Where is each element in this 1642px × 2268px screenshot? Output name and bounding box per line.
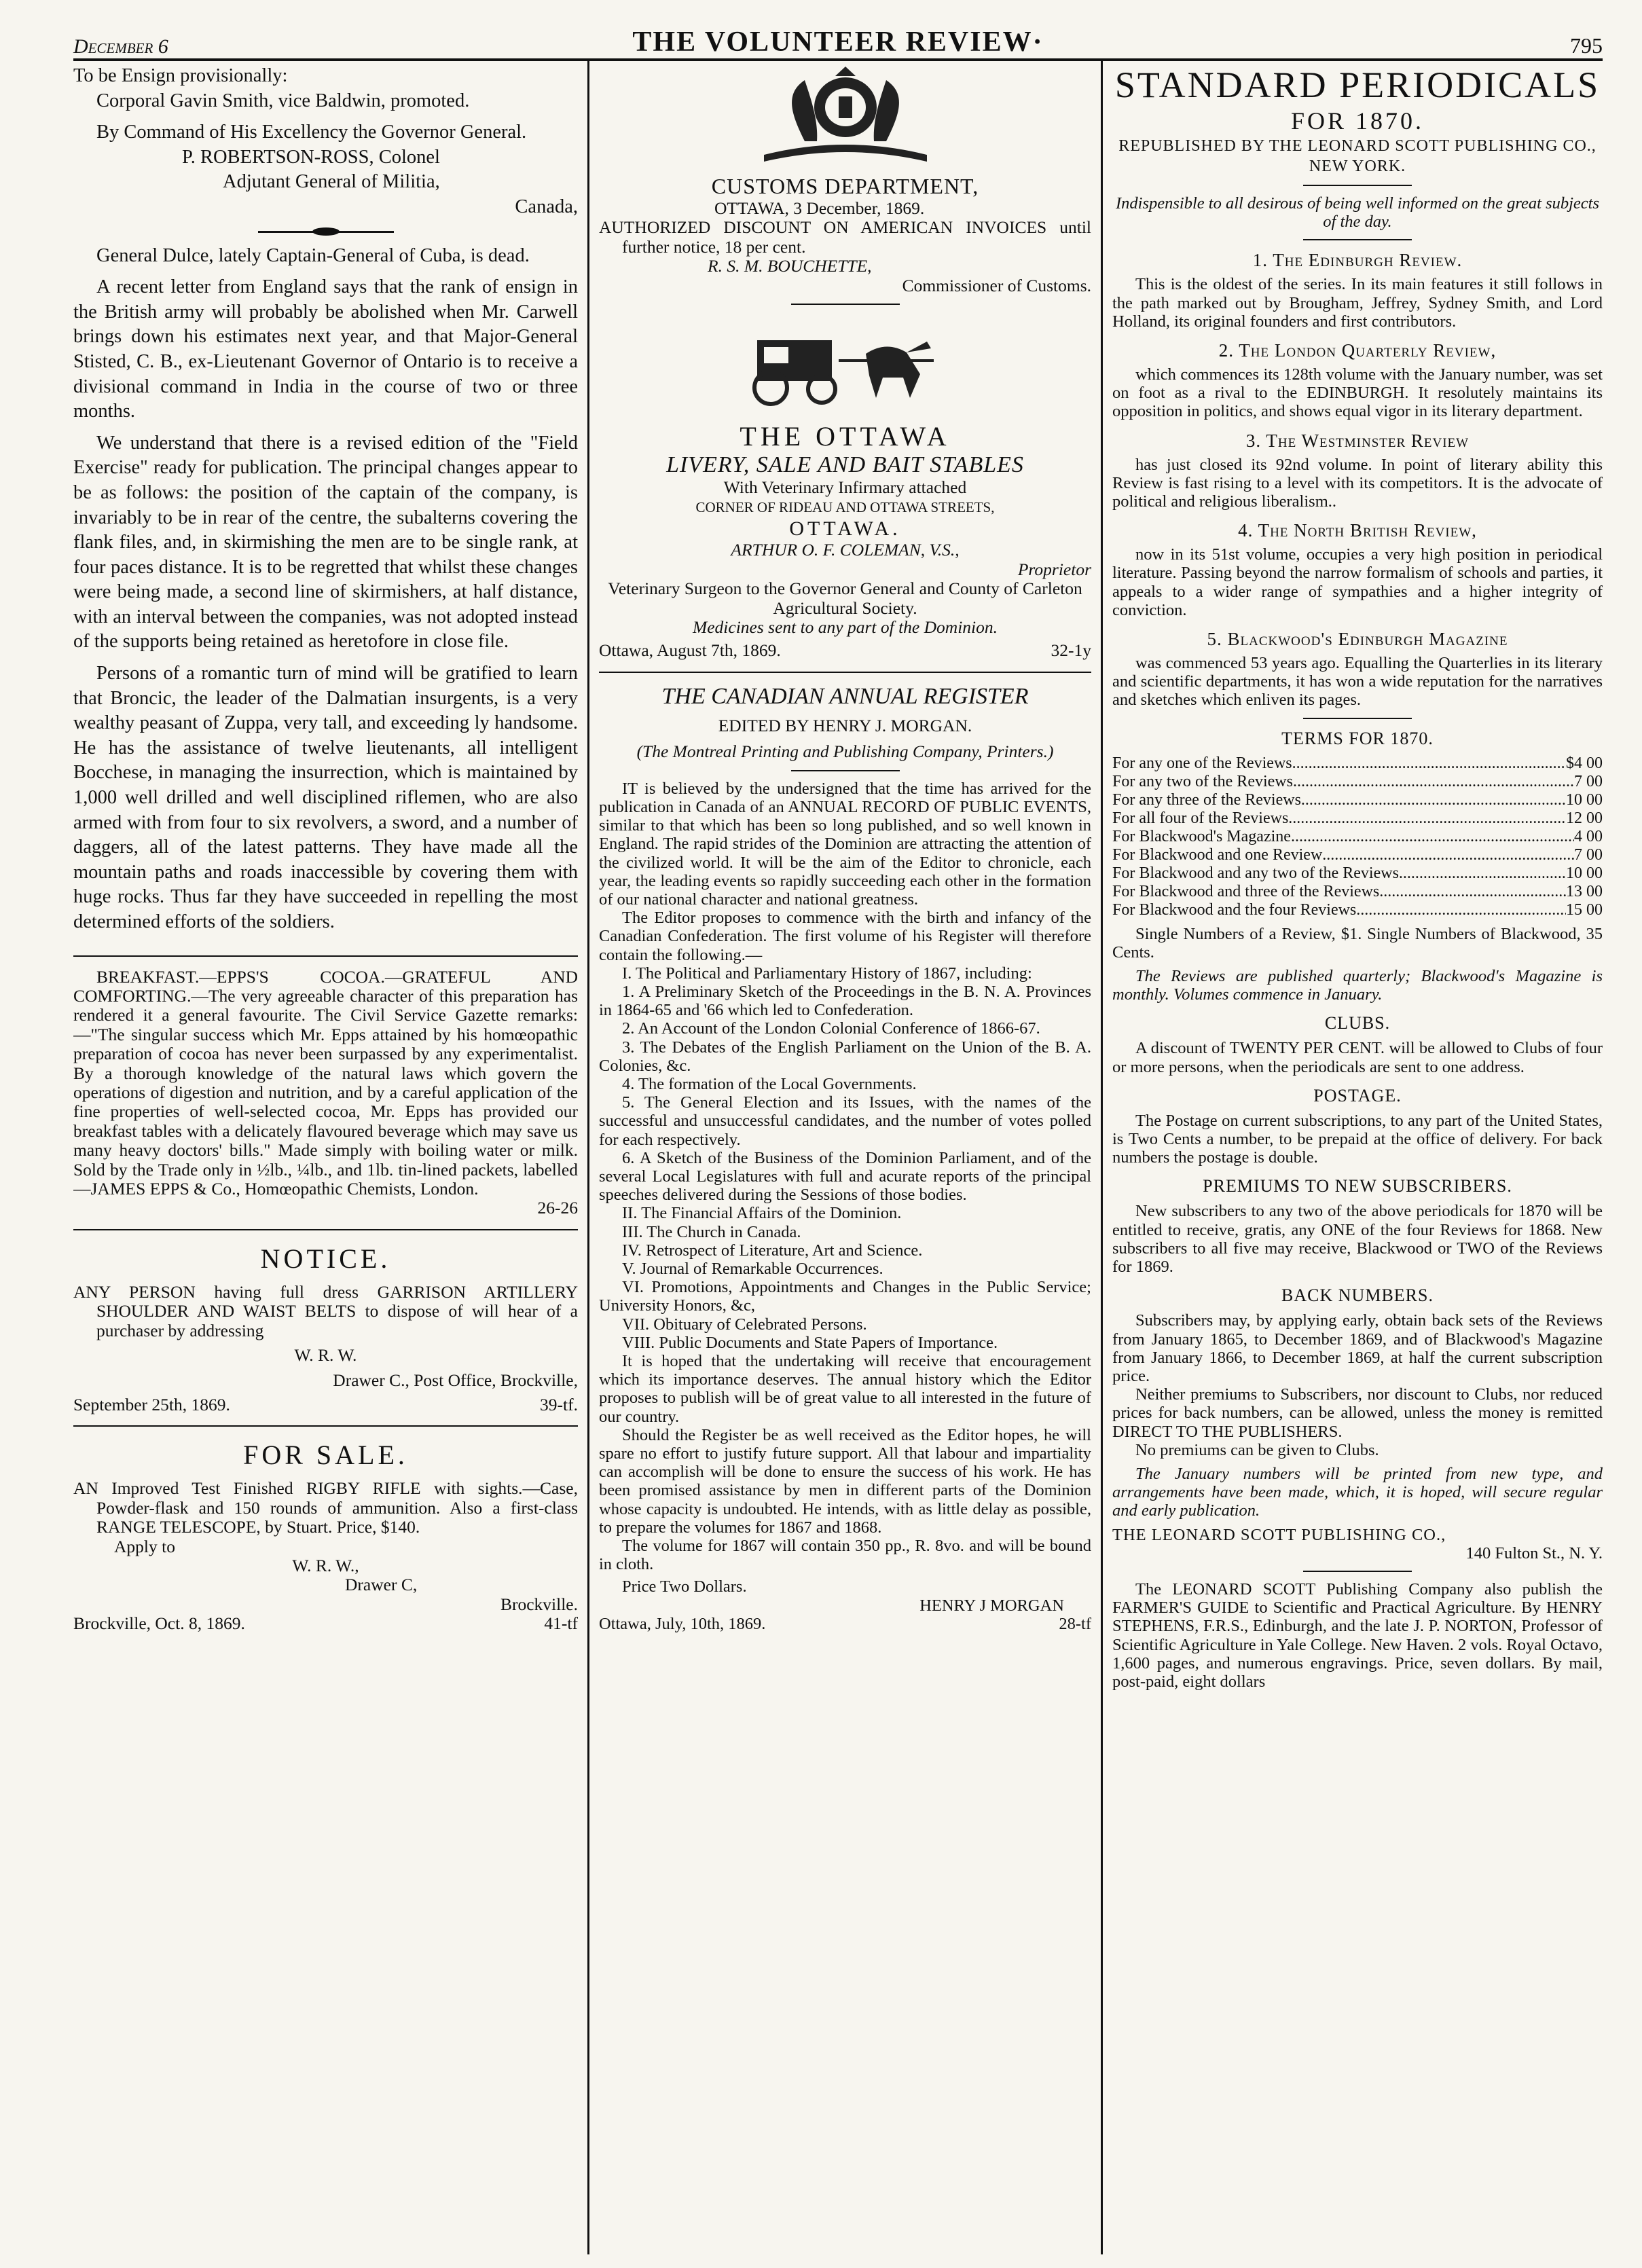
- for-sale-address-2: Brockville.: [500, 1594, 578, 1614]
- terms-item: For Blackwood and any two of the Reviews: [1112, 864, 1399, 882]
- terms-price: 13 00: [1566, 882, 1603, 900]
- postage-heading: POSTAGE.: [1313, 1085, 1402, 1105]
- register-editor: EDITED BY HENRY J. MORGAN.: [718, 715, 972, 735]
- customs-heading: CUSTOMS DEPARTMENT,: [711, 174, 979, 198]
- terms-item: For any three of the Reviews: [1112, 790, 1301, 809]
- customs-body: AUTHORIZED DISCOUNT ON AMERICAN INVOICES until further notice, 18 per cent.: [599, 217, 1091, 257]
- terms-item: For any one of the Reviews: [1112, 754, 1292, 772]
- column-left: [73, 61, 589, 2254]
- register-list-item: 4. The formation of the Local Governments.: [622, 1074, 917, 1093]
- page-header: [73, 10, 1603, 61]
- terms-price: 15 00: [1566, 900, 1603, 919]
- article-dulce: General Dulce, lately Captain-General of Cuba, is dead.: [96, 244, 530, 266]
- terms-row: [1112, 773, 1603, 791]
- register-para-2: The Editor proposes to commence with the birth and infancy of the Canadian Confederation. The first volume of his Register will therefore contain the following.—: [599, 909, 1091, 964]
- periodicals-year: FOR 1870.: [1290, 107, 1425, 134]
- publisher-name: THE LEONARD SCOTT PUBLISHING CO.,: [1112, 1525, 1446, 1544]
- register-list-item: 2. An Account of the London Colonial Conference of 1866-67.: [622, 1019, 1040, 1038]
- leader-dots: [1322, 846, 1574, 864]
- premiums-heading: PREMIUMS TO NEW SUBSCRIBERS.: [1203, 1176, 1512, 1196]
- notice-heading: NOTICE.: [260, 1243, 391, 1274]
- leader-dots: [1399, 864, 1566, 883]
- terms-row: [1112, 883, 1603, 901]
- register-list-item: I. The Political and Parliamentary History of 1867, including:: [622, 964, 1032, 983]
- livery-medicines: Medicines sent to any part of the Dominion.: [692, 617, 998, 638]
- divider: [791, 304, 900, 305]
- terms-price: 4 00: [1574, 827, 1603, 845]
- masthead-title: THE VOLUNTEER REVIEW·: [632, 26, 1044, 58]
- livery-proprietor: ARTHUR O. F. COLEMAN, V.S.,: [731, 540, 960, 560]
- premiums-text: New subscribers to any two of the above periodicals for 1870 will be entitled to receive, gratis, any ONE of the four Reviews for 1868. New subscribers to all five may receive, Blackwood or TWO of the Reviews for 1869.: [1112, 1202, 1603, 1277]
- register-list-item: IV. Retrospect of Literature, Art and Science.: [622, 1241, 923, 1260]
- header-date: December 6: [73, 35, 168, 58]
- publisher-address: 140 Fulton St., N. Y.: [1465, 1543, 1603, 1562]
- column-middle: [589, 61, 1103, 2254]
- ensign-body: Corporal Gavin Smith, vice Baldwin, promoted.: [96, 90, 470, 111]
- terms-price: 7 00: [1574, 772, 1603, 790]
- for-sale-heading: FOR SALE.: [243, 1440, 408, 1471]
- leader-dots: [1292, 754, 1566, 773]
- register-para-1: IT is believed by the undersigned that the time has arrived for the publication in Canada of an ANNUAL RECORD OF PUBLIC EVENTS, similar to that which has been so long published, and so well known in England. The rapid strides of the Dominion are attracting the attention of the civilized world. It will be the aim of the Editor to chronicle, each year, the leading events so rapidly succeeding each other in the formation of our national character and national greatness.: [599, 779, 1091, 909]
- terms-price: 7 00: [1574, 845, 1603, 864]
- terms-heading: TERMS FOR 1870.: [1281, 728, 1434, 748]
- stagecoach-engraving: [737, 313, 954, 415]
- review-description: was commenced 53 years ago. Equalling the Quarterlies in its literary and scientific departments, it has won a wide reputation for the narratives and sketches which enliven its pages.: [1112, 654, 1603, 710]
- livery-corner: CORNER OF RIDEAU AND OTTAWA STREETS,: [695, 499, 995, 516]
- clubs-heading: CLUBS.: [1324, 1013, 1391, 1034]
- register-para-3: It is hoped that the undertaking will receive that encouragement which its importance deserves. The annual history which the Editor proposes to publish will be of great value to all interested in the future of our country.: [599, 1351, 1091, 1426]
- register-list-item: II. The Financial Affairs of the Dominion.: [622, 1204, 902, 1223]
- livery-description: Veterinary Surgeon to the Governor General and County of Carleton Agricultural Society.: [608, 579, 1082, 618]
- notice-code: 39-tf.: [540, 1394, 578, 1414]
- postage-text: The Postage on current subscriptions, to any part of the United States, is Two Cents a number, to be prepaid at the office of delivery. For back numbers the postage is double.: [1112, 1111, 1603, 1167]
- divider: [1303, 1571, 1412, 1572]
- register-heading: THE CANADIAN ANNUAL REGISTER: [661, 683, 1029, 709]
- livery-subheading: LIVERY, SALE AND BAIT STABLES: [666, 452, 1024, 478]
- clubs-text: A discount of TWENTY PER CENT. will be allowed to Clubs of four or more persons, when the periodicals are sent to one address.: [1112, 1039, 1603, 1076]
- terms-item: For Blackwood's Magazine: [1112, 827, 1291, 845]
- back-numbers-text-2: Neither premiums to Subscribers, nor discount to Clubs, nor reduced prices for back numbers, can be allowed, unless the money is remitted DIRECT TO THE PUBLISHERS.: [1112, 1385, 1603, 1441]
- leader-dots: [1379, 883, 1566, 901]
- farmers-guide-ad: The LEONARD SCOTT Publishing Company also publish the FARMER'S GUIDE to Scientific and Practical Agriculture. By HENRY STEPHENS, F.R.S., Edinburgh, and the late J. P. NORTON, Professor of Scientific Agriculture in Yale College. New Haven. 2 vols. Royal Octavo, 1,600 pages, and numerous engravings. Price, seven dollars. By mail, post-paid, eight dollars: [1112, 1579, 1603, 1691]
- terms-item: For any two of the Reviews: [1112, 772, 1293, 790]
- review-title: 5. Blackwood's Edinburgh Magazine: [1207, 629, 1508, 650]
- terms-row: [1112, 901, 1603, 919]
- review-title: 3. The Westminster Review: [1245, 430, 1470, 451]
- column-right: [1103, 61, 1603, 2254]
- reviews-list: [1112, 250, 1603, 709]
- ad-epps-cocoa: BREAKFAST.—EPPS'S COCOA.—GRATEFUL AND COMFORTING.—The very agreeable character of this preparation has rendered it a general favourite. The Civil Service Gazette remarks:—"The singular success which Mr. Epps attained by his homœopathic preparation of cocoa has never been surpassed by any experimentalist. By a thorough knowledge of the natural laws which govern the operations of digestion and nutrition, and by a careful application of the fine properties of well-selected cocoa, Mr. Epps has provided our breakfast tables with a delicately flavoured beverage which may save us many heavy doctors' bills." Made simply with boiling water or milk. Sold by the Trade only in ½lb., ¼lb., and 1lb. tin-lined packets, labelled—JAMES EPPS & Co., Homœopathic Chemists, London.: [73, 966, 578, 1199]
- terms-item: For Blackwood and three of the Reviews: [1112, 882, 1380, 900]
- for-sale-date: Brockville, Oct. 8, 1869.: [73, 1613, 245, 1634]
- january-note: The January numbers will be printed from new type, and arrangements have been made, which, it is hoped, will secure regular and early publication.: [1112, 1464, 1603, 1520]
- back-numbers-text-3: No premiums can be given to Clubs.: [1135, 1440, 1379, 1459]
- republished-by: REPUBLISHED BY THE LEONARD SCOTT PUBLISHING CO., NEW YORK.: [1118, 137, 1597, 175]
- register-para-4: Should the Register be as well received as the Editor hopes, he will spare no effort to justify future support. All that labour and impartiality can accomplish will be done to ensure the success of his work. He has been promised assistance by men in different parts of the Dominion whose capacity is undoubted. He intends, with as little delay as possible, to prepare the volumes for 1867 and 1868.: [599, 1425, 1091, 1537]
- ensign-title: To be Ensign provisionally:: [73, 65, 288, 86]
- register-date-row: [599, 1615, 1091, 1633]
- terms-price: $4 00: [1566, 754, 1603, 772]
- register-list-item: 1. A Preliminary Sketch of the Proceedings in the B. N. A. Provinces in 1864-65 and '66 which led to Confederation.: [599, 982, 1091, 1020]
- for-sale-date-row: [73, 1614, 578, 1633]
- divider: [73, 955, 578, 957]
- review-description: This is the oldest of the series. In its main features it still follows in the path marked out by Brougham, Jeffrey, Sydney Smith, and Lord Holland, its original founders and first contributors.: [1112, 275, 1603, 331]
- leader-dots: [1293, 773, 1574, 791]
- livery-proprietor-role: Proprietor: [1017, 559, 1091, 579]
- terms-item: For Blackwood and the four Reviews: [1112, 900, 1357, 919]
- notice-date-row: [73, 1395, 578, 1414]
- terms-row: [1112, 809, 1603, 828]
- signer-role: Adjutant General of Militia,: [223, 171, 440, 193]
- customs-role: Commissioner of Customs.: [902, 275, 1091, 295]
- terms-row: [1112, 846, 1603, 864]
- terms-row: [1112, 791, 1603, 809]
- single-numbers: Single Numbers of a Review, $1. Single Numbers of Blackwood, 35 Cents.: [1112, 924, 1603, 962]
- divider: [1303, 718, 1412, 719]
- for-sale-code: 41-tf: [544, 1613, 578, 1634]
- livery-city: OTTAWA.: [789, 517, 901, 541]
- terms-table: [1112, 754, 1603, 919]
- leader-dots: [1301, 791, 1566, 809]
- back-numbers-heading: BACK NUMBERS.: [1281, 1285, 1434, 1306]
- review-description: has just closed its 92nd volume. In point of literary ability this Review is fast rising to a level with its competitors. It is the advocate of political and religious liberalism..: [1112, 455, 1603, 511]
- article-field-exercise: We understand that there is a revised edition of the "Field Exercise" ready for publication. The principal changes appear to be as follows: the position of the captain of the company, is invariably to be in rear of the centre, the subalterns covering the flank files, and, in skirmishing the men are to be single rank, at four paces distance. It is to be regretted that whilst these changes were being made, a second line of skirmishers, at half distance, with an interval between the companies, was not adopted instead of the supports being retained as heretofore in close file.: [73, 432, 578, 653]
- terms-row: [1112, 828, 1603, 846]
- register-para-5: The volume for 1867 will contain 350 pp., R. 8vo. and will be bound in cloth.: [599, 1537, 1091, 1574]
- register-list-item: III. The Church in Canada.: [622, 1222, 801, 1241]
- divider: [791, 770, 900, 771]
- page-number: 795: [1570, 33, 1603, 58]
- register-date: Ottawa, July, 10th, 1869.: [599, 1614, 766, 1633]
- review-description: which commences its 128th volume with the January number, was set on foot as a rival to the EDINBURGH. It resolutely maintains its opposition in politics, and shows equal vigor in its literary department.: [1112, 365, 1603, 421]
- livery-date-row: [599, 641, 1091, 660]
- register-list-item: VII. Obituary of Celebrated Persons.: [622, 1315, 867, 1334]
- periodicals-heading: STANDARD PERIODICALS: [1114, 65, 1601, 105]
- royal-arms-engraving: [737, 67, 954, 168]
- review-title: 2. The London Quarterly Review,: [1218, 340, 1497, 361]
- for-sale-signature: W. R. W.,: [292, 1555, 359, 1575]
- review-title: 4. The North British Review,: [1238, 520, 1477, 541]
- review-title: 1. The Edinburgh Review.: [1252, 250, 1463, 271]
- terms-item: For Blackwood and one Review: [1112, 845, 1323, 864]
- terms-price: 10 00: [1566, 864, 1603, 882]
- divider: [599, 672, 1091, 673]
- register-price: Price Two Dollars.: [622, 1577, 747, 1596]
- divider: [1303, 239, 1412, 240]
- register-list-item: 6. A Sketch of the Business of the Dominion Parliament, and of the several Local Legislatures with full and acurate reports of the principal speeches delivered during the Sessions of those bodies.: [599, 1148, 1091, 1205]
- notice-body: ANY PERSON having full dress GARRISON ARTILLERY SHOULDER AND WAIST BELTS to dispose of will hear of a purchaser by addressing: [73, 1281, 578, 1340]
- signer-place: Canada,: [515, 196, 578, 217]
- leader-dots: [1291, 828, 1574, 846]
- register-list-item: 3. The Debates of the English Parliament on the Union of the B. A. Colonies, &c.: [599, 1038, 1091, 1075]
- livery-code: 32-1y: [1051, 640, 1091, 661]
- terms-row: [1112, 864, 1603, 883]
- register-list-item: VI. Promotions, Appointments and Changes in the Public Service; University Honors, &c,: [599, 1278, 1091, 1315]
- columns: [73, 61, 1603, 2254]
- notice-signature: W. R. W.: [294, 1345, 357, 1366]
- leader-dots: [1356, 901, 1566, 919]
- register-list-item: 5. The General Election and its Issues, with the names of the successful and unsuccessful candidates, and the number of votes polled for each respectively.: [599, 1093, 1091, 1149]
- register-contents-list: [599, 964, 1091, 1352]
- terms-item: For all four of the Reviews: [1112, 809, 1289, 827]
- for-sale-address-1: Drawer C,: [345, 1575, 418, 1595]
- signer-name: P. ROBERTSON-ROSS, Colonel: [182, 146, 440, 168]
- ad-epps-code: 26-26: [537, 1198, 578, 1218]
- periodicals-tagline: Indispensible to all desirous of being well informed on the great subjects of the day.: [1115, 194, 1600, 232]
- divider: [1303, 185, 1412, 186]
- for-sale-body: AN Improved Test Finished RIGBY RIFLE with sights.—Case, Powder-flask and 150 rounds of ammunition. Also a first-class RANGE TELESCOPE, by Stuart. Price, $140.: [73, 1478, 578, 1537]
- livery-date: Ottawa, August 7th, 1869.: [599, 640, 781, 661]
- register-code: 28-tf: [1059, 1614, 1091, 1633]
- section-divider: [258, 231, 394, 233]
- register-printer: (The Montreal Printing and Publishing Company, Printers.): [636, 742, 1054, 762]
- customs-date: OTTAWA, 3 December, 1869.: [714, 198, 925, 218]
- review-description: now in its 51st volume, occupies a very high position in periodical literature. Passing beyond the narrow formalism of schools and parties, it appeals to a wider range of sympathies and a higher integrity of conviction.: [1112, 545, 1603, 619]
- back-numbers-text-1: Subscribers may, by applying early, obtain back sets of the Reviews from January 1865, to December 1869, and of Blackwood's Magazine from January 1866, to December 1869, at half the current subscription price.: [1112, 1311, 1603, 1385]
- register-list-item: V. Journal of Remarkable Occurrences.: [622, 1259, 883, 1278]
- register-list-item: VIII. Public Documents and State Papers of Importance.: [622, 1333, 998, 1352]
- leader-dots: [1288, 809, 1566, 828]
- article-broncic: Persons of a romantic turn of mind will be gratified to learn that Broncic, the leader of the Dalmatian insurgents, is a very wealthy peasant of Zuppa, very tall, and exceeding ly handsome. He has the assistance of twelve lieutenants, all intelligent Bocchese, in managing the insurrection, which is maintained by 1,000 well drilled and well disciplined riflemen, who are also armed with from four to six revolvers, a sword, and a number of daggers, all of the latest patterns. They have made all the mountain paths and roads inaccessible by covering them with huge rocks. Thus far they have succeeded in repelling the most determined efforts of the soldiers.: [73, 663, 578, 932]
- divider: [73, 1425, 578, 1427]
- notice-date: September 25th, 1869.: [73, 1394, 230, 1414]
- for-sale-apply: Apply to: [114, 1536, 175, 1556]
- command-line: By Command of His Excellency the Governor General.: [96, 122, 527, 143]
- register-signature: HENRY J MORGAN: [919, 1596, 1064, 1615]
- notice-address: Drawer C., Post Office, Brockville,: [333, 1370, 578, 1390]
- quarterly-note: The Reviews are published quarterly; Blackwood's Magazine is monthly. Volumes commence in January.: [1112, 967, 1603, 1004]
- terms-row: [1112, 754, 1603, 773]
- livery-veterinary: With Veterinary Infirmary attached: [723, 477, 967, 498]
- terms-price: 12 00: [1566, 809, 1603, 827]
- divider: [73, 1229, 578, 1230]
- article-ensign-rank: A recent letter from England says that the rank of ensign in the British army will probably be abolished when Mr. Carwell brings down his estimates next year, and that Major-General Stisted, C. B., ex-Lieutenant Governor of Ontario is to receive a divisional command in India in the course of two or three months.: [73, 276, 578, 422]
- livery-heading: THE OTTAWA: [740, 421, 951, 452]
- terms-price: 10 00: [1566, 790, 1603, 809]
- customs-signature: R. S. M. BOUCHETTE,: [708, 256, 872, 276]
